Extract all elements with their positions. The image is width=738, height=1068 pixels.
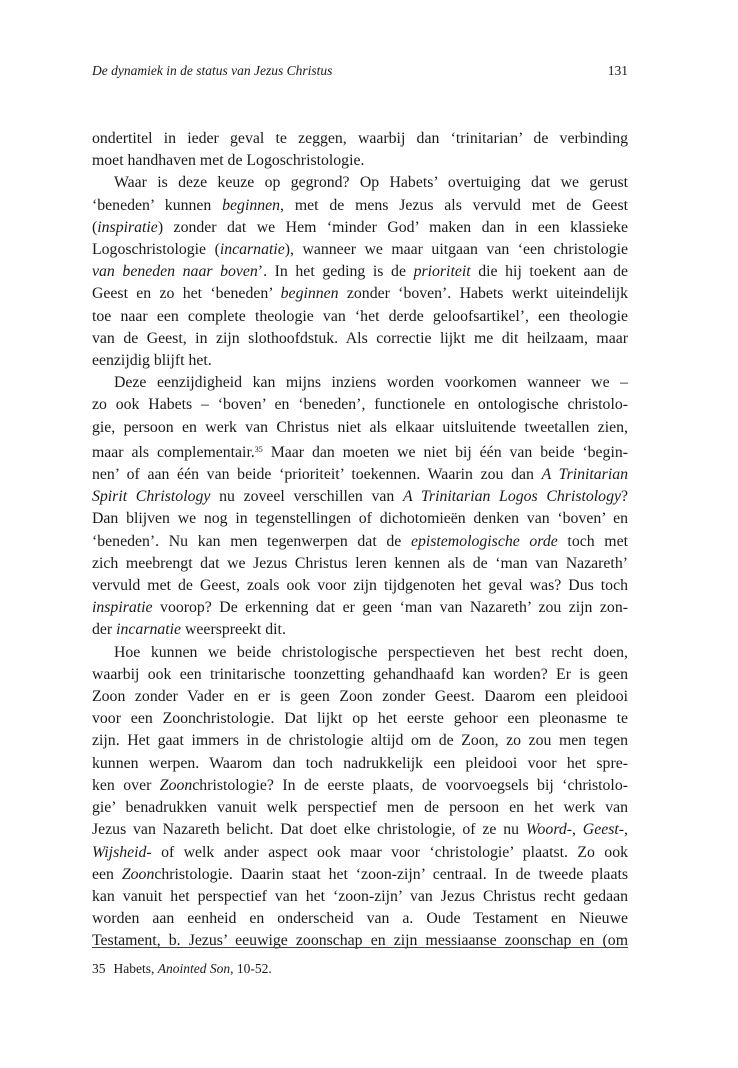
text-line: kunnen werpen. Waarom dan toch nadrukkelijk een pleidooi voor het spre- xyxy=(92,754,628,772)
text-line: ken over Zoonchristologie? In de eerste plaats, de voorvoegsels bij ‘christolo- xyxy=(92,776,628,794)
text-line: Spirit Christology nu zoveel verschillen van A Trinitarian Logos Christology? xyxy=(92,488,628,506)
text-line: Dan blijven we nog in tegenstellingen of dichotomieën denken van ‘boven’ en xyxy=(92,510,628,528)
text-line: kan vanuit het perspectief van het ‘zoon-zijn’ van Jezus Christus recht gedaan xyxy=(92,887,628,905)
footnote-pages: , 10-52. xyxy=(230,961,272,976)
text-line: voor een Zoonchristologie. Dat lijkt op het eerste gehoor een pleonasme te xyxy=(92,710,628,728)
text-line: Jezus van Nazareth belicht. Dat doet elke christologie, of ze nu Woord-, Geest-, xyxy=(92,821,628,839)
footnote-divider xyxy=(92,947,628,948)
text-line: toe naar een complete theologie van ‘het derde geloofsartikel’, een theologie xyxy=(92,307,628,325)
text-line: nen’ of aan één van beide ‘prioriteit’ toekennen. Waarin zou dan A Trinitarian xyxy=(92,466,629,484)
text-line: Hoe kunnen we beide christologische perspectieven het best recht doen, xyxy=(114,643,628,661)
text-line: ‘beneden’. Nu kan men tegenwerpen dat de epistemologische orde toch met xyxy=(92,532,628,550)
footnote-number: 35 xyxy=(92,961,106,976)
footnote xyxy=(92,961,628,977)
text-line: van de Geest, in zijn slothoofdstuk. Als correctie lijkt me dit heilzaam, maar xyxy=(92,329,628,347)
text-line: gie’ benadrukken vanuit welk perspectief men de persoon en het werk van xyxy=(92,799,628,817)
text-line: Geest en zo het ‘beneden’ beginnen zonder ‘boven’. Habets werkt uiteindelijk xyxy=(92,285,628,303)
text-line: ‘beneden’ kunnen beginnen, met de mens Jezus als vervuld met de Geest xyxy=(92,196,628,214)
text-line: eenzijdig blijft het. xyxy=(92,352,212,370)
text-line: zo ook Habets – ‘boven’ en ‘beneden’, functionele en ontologische christolo- xyxy=(92,396,628,414)
footnote-reference: 35 xyxy=(254,444,263,454)
text-line: Deze eenzijdigheid kan mijns inziens worden voorkomen wanneer we – xyxy=(114,374,628,392)
text-line: gie, persoon en werk van Christus niet als elkaar uitsluitende tweetallen zien, xyxy=(92,418,628,436)
running-header xyxy=(92,63,628,79)
text-line: maar als complementair.$^{35}$ Maar dan moeten we niet bij één van beide ‘begin- xyxy=(92,443,629,461)
text-line: ondertitel in ieder geval te zeggen, waarbij dan ‘trinitarian’ de verbinding xyxy=(92,130,628,147)
text-line: Wijsheid- of welk ander aspect ook maar voor ‘christologie’ plaatst. Zo ook xyxy=(92,843,628,861)
text-line: waarbij ook een trinitarische toonzetting gehandhaafd kan worden? Er is geen xyxy=(92,665,628,683)
body-text xyxy=(92,128,628,953)
text-line: inspiratie voorop? De erkenning dat er geen ‘man van Nazareth’ zou zijn zon- xyxy=(92,599,628,617)
text-line: van beneden naar boven’. In het geding is de prioriteit die hij toekent aan de xyxy=(92,263,628,281)
text-line: Logoschristologie (incarnatie), wanneer we maar uitgaan van ‘een christologie xyxy=(92,241,628,259)
text-line: een Zoonchristologie. Daarin staat het ‘zoon-zijn’ centraal. In de tweede plaats xyxy=(92,865,628,883)
text-line: worden aan eenheid en onderscheid van a. Oude Testament en Nieuwe xyxy=(92,910,628,928)
text-line: der incarnatie weerspreekt dit. xyxy=(92,621,286,639)
text-line: zijn. Het gaat immers in de christologie altijd om de Zoon, zo zou men tegen xyxy=(92,732,628,750)
text-line: vervuld met de Geest, zoals ook voor zijn tijdgenoten het geval was? Dus toch xyxy=(92,577,628,595)
text-line: zich meebrengt dat we Jezus Christus leren kennen als de ‘man van Nazareth’ xyxy=(92,554,628,572)
text-line: Zoon zonder Vader en er is geen Zoon zonder Geest. Daarom een pleidooi xyxy=(92,688,628,706)
footnote-author: Habets, xyxy=(113,961,158,976)
footnote-title: Anointed Son xyxy=(157,961,231,976)
text-line: Testament, b. Jezus’ eeuwige zoonschap en zijn messiaanse zoonschap en (om xyxy=(92,932,628,950)
text-line: Waar is deze keuze op gegrond? Op Habets’ overtuiging dat we gerust xyxy=(114,174,628,192)
running-title: De dynamiek in de status van Jezus Christus xyxy=(92,63,333,78)
text-line: (inspiratie) zonder dat we Hem ‘minder God’ maken dan in een klassieke xyxy=(92,218,628,236)
page-number: 131 xyxy=(607,63,628,78)
text-line: moet handhaven met de Logoschristologie. xyxy=(92,152,365,170)
